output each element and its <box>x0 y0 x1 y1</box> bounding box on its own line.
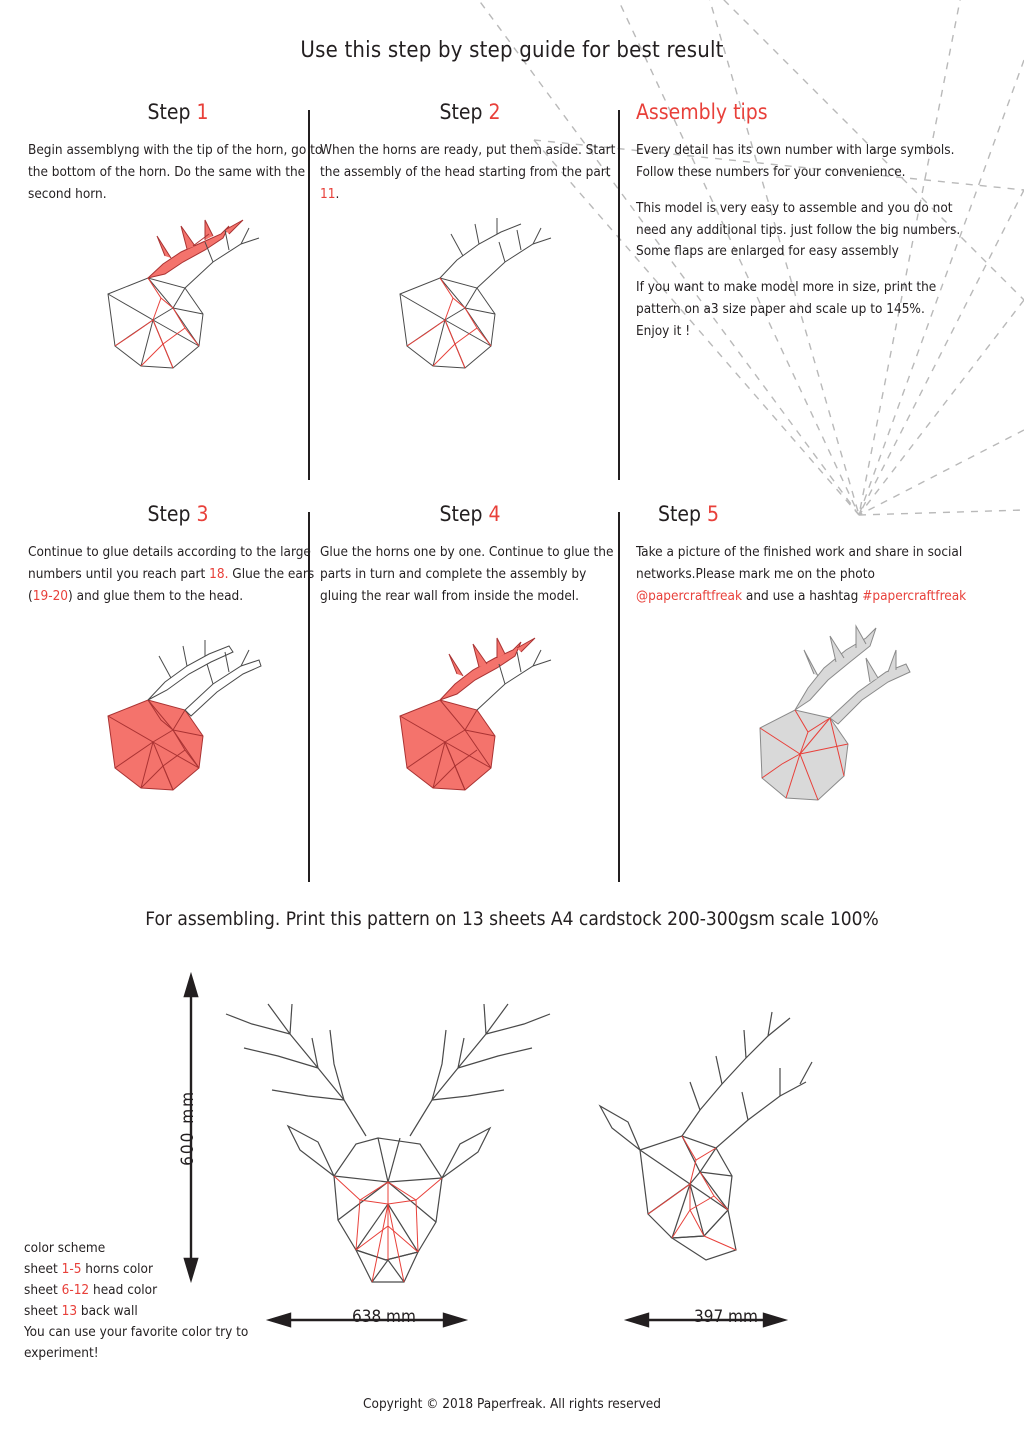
sheet-range-1: 1-5 <box>61 1260 82 1277</box>
color-scheme-line-4: You can use your favorite color try to <box>24 1323 249 1340</box>
sheet-label-2: sheet <box>24 1281 62 1298</box>
color-scheme-line-1 <box>24 1259 324 1280</box>
steps-row-1 <box>0 100 1024 500</box>
assembly-tips-text <box>630 140 980 343</box>
assembly-tips-heading: Assembly tips <box>636 100 768 124</box>
sheet-desc-3: back wall <box>77 1302 138 1319</box>
step-1-column <box>28 100 328 406</box>
step-5-text-1: Take a picture of the finished work and share in social networks.Please mark me on the photo <box>636 544 963 582</box>
step-3-column <box>28 502 328 828</box>
copyright-notice: Copyright © 2018 Paperfreak. All rights reserved <box>363 1396 661 1412</box>
step-3-heading <box>28 502 328 526</box>
step-1-label: Step <box>147 100 191 124</box>
step-3-label: Step <box>147 502 191 526</box>
step-2-part-number: 11 <box>320 185 336 202</box>
step-3-part-18: 18. <box>209 565 229 582</box>
step-3-figure <box>53 618 303 828</box>
step-2-column <box>320 100 620 406</box>
step-5-figure <box>690 618 970 828</box>
step-5-heading <box>630 502 980 526</box>
step-2-heading <box>320 100 620 124</box>
step-1-number: 1 <box>196 100 209 124</box>
tips-paragraph-2: This model is very easy to assemble and you do not need any additional tips. just follow the big numbers. <box>636 199 961 238</box>
steps-row-2 <box>0 502 1024 902</box>
step-4-number: 4 <box>488 502 501 526</box>
step-3-text-1: Continue to glue details according to the large numbers until you reach part <box>28 544 311 582</box>
sheet-label-1: sheet <box>24 1260 62 1277</box>
step-1-heading <box>28 100 328 124</box>
step-4-column <box>320 502 620 828</box>
step-3-part-19-20: 19-20 <box>32 587 69 604</box>
step-4-figure <box>345 618 595 828</box>
pattern-print-note: For assembling. Print this pattern on 13 sheets A4 cardstock 200-300gsm scale 100% <box>145 908 879 930</box>
step-2-label: Step <box>439 100 483 124</box>
sheet-desc-2: head color <box>89 1281 158 1298</box>
tips-paragraph-5: Enjoy it ! <box>636 323 691 340</box>
step-1-figure <box>53 216 303 406</box>
step-5-column <box>630 502 980 828</box>
height-dimension-label: 600 mm <box>178 1090 198 1166</box>
step-5-number: 5 <box>707 502 720 526</box>
step-1-text: Begin assemblyng with the tip of the horn, go to the bottom of the horn. Do the same with the second horn. <box>28 142 323 202</box>
side-width-dimension-label: 397 mm <box>694 1307 758 1327</box>
step-3-number: 3 <box>196 502 209 526</box>
step-5-label: Step <box>658 502 702 526</box>
front-width-dimension-label: 638 mm <box>352 1307 416 1327</box>
tips-paragraph-1: Every detail has its own number with large symbols. Follow these numbers for your convenience. <box>636 142 955 180</box>
color-scheme-line-5: experiment! <box>24 1344 99 1361</box>
page-title: Use this step by step guide for best result <box>300 38 724 63</box>
sheet-desc-1: horns color <box>81 1260 153 1277</box>
step-2-text-before: When the horns are ready, put them aside. Start the assembly of the head starting from the part <box>320 142 616 180</box>
step-2-number: 2 <box>488 100 501 124</box>
assembly-tips-column <box>630 100 980 357</box>
step-2-text-after: . <box>335 185 340 202</box>
color-scheme-line-2 <box>24 1280 324 1301</box>
tips-paragraph-3: Some flaps are enlarged for easy assembly <box>636 243 899 260</box>
sheet-range-2: 6-12 <box>61 1281 90 1298</box>
sheet-range-3: 13 <box>61 1302 78 1319</box>
step-5-text-2: and use a hashtag <box>742 587 863 604</box>
step-3-text <box>28 542 328 608</box>
step-4-heading <box>320 502 620 526</box>
step-5-handle: @papercraftfreak <box>636 587 743 604</box>
step-3-text-3: ) and glue them to the head. <box>68 587 244 604</box>
color-scheme-line-3 <box>24 1301 324 1322</box>
color-scheme-heading: color scheme <box>24 1240 106 1256</box>
step-4-text: Glue the horns one by one. Continue to glue the parts in turn and complete the assembly by gluing the rear wall from inside the model. <box>320 544 614 604</box>
step-2-figure <box>345 216 595 406</box>
step-4-label: Step <box>439 502 483 526</box>
step-5-hashtag: #papercraftfreak <box>862 587 967 604</box>
sheet-label-3: sheet <box>24 1302 62 1319</box>
color-scheme-block <box>24 1238 324 1364</box>
step-5-text <box>630 542 980 608</box>
step-2-text <box>320 140 620 206</box>
steps-section <box>0 100 1024 902</box>
tips-paragraph-4: If you want to make model more in size, print the pattern on a3 size paper and scale up to 145%. <box>636 279 937 318</box>
step-3-text-2: Glue the ears ( <box>28 565 315 604</box>
